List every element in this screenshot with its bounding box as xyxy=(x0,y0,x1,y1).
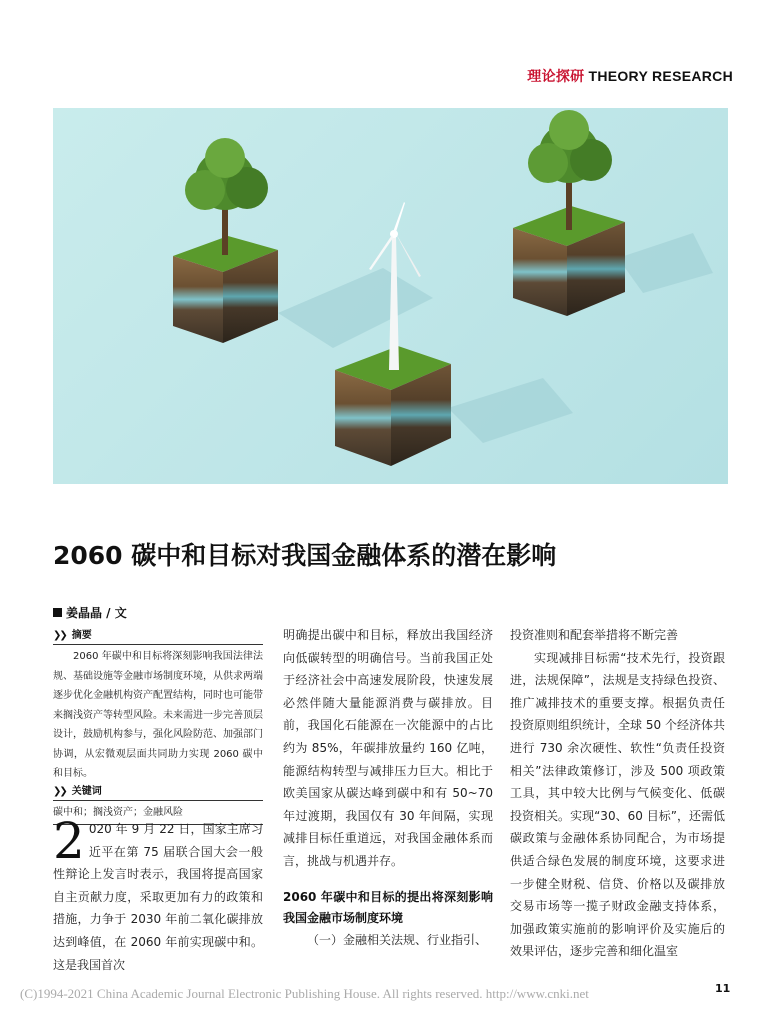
body-paragraph: 020 年 9 月 22 日，国家主席习近平在第 75 届联合国大会一般性辩论上发言时表示，我国将提高国家自主贡献力度，采取更加有力的政策和措施，力争于 2030 年前二氧化碳排放达到峰值，在 2060 年前实现碳中和。这是我国首次 xyxy=(53,822,263,972)
hero-illustration xyxy=(53,108,728,484)
right-tree xyxy=(528,110,612,230)
drop-cap: 2 xyxy=(53,812,85,870)
abstract-box xyxy=(53,628,263,825)
copyright-footer: (C)1994-2021 China Academic Journal Electronic Publishing House. All rights reserved. http://www.cnki.net xyxy=(20,986,589,1001)
body-paragraph: 实现减排目标需“技术先行，投资跟进，法规保障”，法规是支持绿色投资、推广减排技术的重要支撑。根据负责任投资原则组织统计，全球 50 个经济体共进行 730 余次硬性、软性“负责任投资相关”法律政策修订，涉及 500 项政策工具，其中较大比例与气候变化、低碳投资相关。实现“30、60 目标”，还需低碳政策与金融体系协同配合，为市场提供适合绿色发展的制度环境，这要求进一步健全财税、信贷、价格以及碳排放交易市场等一揽子财政金融支持体系，加强政策实施前的影响评价及实施后的效果评估，逐步完善和细化温室 xyxy=(510,650,725,959)
body-column-3 xyxy=(510,624,725,963)
carbon-neutral-illustration xyxy=(53,108,728,484)
section-header xyxy=(527,66,733,86)
author-line xyxy=(53,604,127,621)
section-label-en: THEORY RESEARCH xyxy=(588,68,733,84)
double-chevron-icon: ❯❯ xyxy=(53,630,66,641)
keywords-text: 碳中和；搁浅资产；金融风险 xyxy=(53,803,263,826)
body-paragraph: 投资准则和配套举措将不断完善 xyxy=(510,628,679,642)
left-tree xyxy=(185,138,268,255)
article-title: 2060 碳中和目标对我国金融体系的潜在影响 xyxy=(53,541,557,570)
section-label-cn: 理论探研 xyxy=(527,69,585,85)
page-number: 11 xyxy=(715,982,731,995)
square-bullet-icon xyxy=(53,608,62,617)
body-column-2 xyxy=(283,624,493,951)
section-subheading: 2060 年碳中和目标的提出将深刻影响我国金融市场制度环境 xyxy=(283,889,493,925)
abstract-text: 2060 年碳中和目标将深刻影响我国法律法规、基础设施等金融市场制度环境，从供求两端逐步优化金融机构资产配置结构，同时也可能带来搁浅资产等转型风险。未来需进一步完善顶层设计，鼓励机构参与，强化风险防范、加强部门协调，从宏微观层面共同助力实现 2060 碳中和目标。 xyxy=(53,651,263,779)
body-paragraph: 明确提出碳中和目标，释放出我国经济向低碳转型的明确信号。当前我国正处于经济社会中高速发展阶段，快速发展必然伴随大量能源消费与碳排放。目前，我国化石能源在一次能源中的占比约为 85%，年碳排放量约 160 亿吨，能源结构转型与减排压力巨大。相比于欧美国家从碳达峰到碳中和有 50~70 年过渡期，我国仅有 30 年间隔，实现减排目标任重道远，对我国金融体系而言，挑战与机遇并存。 xyxy=(283,628,493,868)
author-name: 姜晶晶 / 文 xyxy=(66,606,127,620)
abstract-heading: ❯❯ 摘要 xyxy=(53,628,263,645)
body-paragraph: （一）金融相关法规、行业指引、 xyxy=(307,932,488,947)
double-chevron-icon: ❯❯ xyxy=(53,785,66,797)
keywords-heading: ❯❯ 关键词 xyxy=(53,784,263,801)
